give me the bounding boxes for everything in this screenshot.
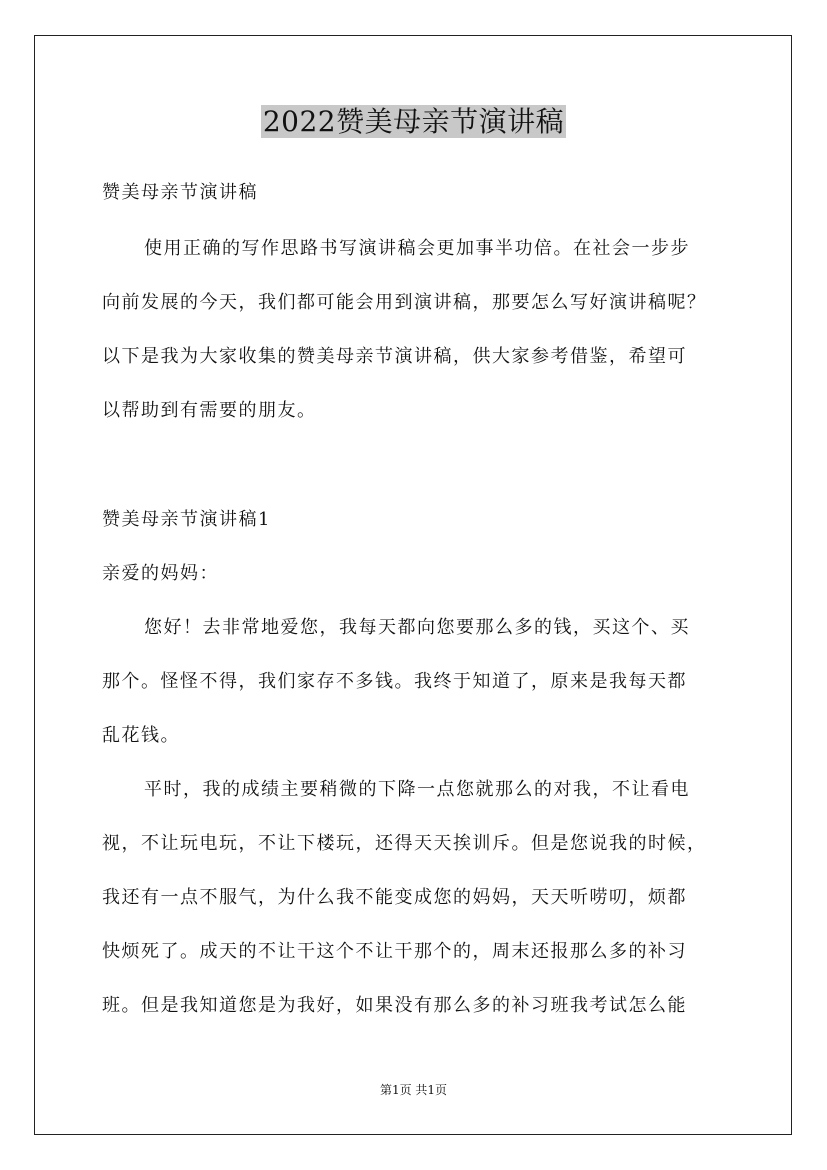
text-line: 平时，我的成绩主要稍微的下降一点您就那么的对我，不让看电 bbox=[144, 779, 690, 800]
text-line: 向前发展的今天，我们都可能会用到演讲稿，那要怎么写好演讲稿呢？ bbox=[102, 292, 707, 313]
salutation: 亲爱的妈妈： bbox=[102, 563, 219, 584]
subtitle: 赞美母亲节演讲稿 bbox=[102, 182, 258, 203]
text-line: 我还有一点不服气，为什么我不能变成您的妈妈，天天听唠叨，烦都 bbox=[102, 887, 687, 908]
section-heading: 赞美母亲节演讲稿1 bbox=[102, 509, 271, 530]
text-line: 班。但是我知道您是为我好，如果没有那么多的补习班我考试怎么能 bbox=[102, 995, 687, 1016]
text-line: 乱花钱。 bbox=[102, 725, 180, 746]
document-title: 2022赞美母亲节演讲稿 bbox=[262, 105, 565, 138]
text-line: 以帮助到有需要的朋友。 bbox=[102, 400, 317, 421]
text-line: 那个。怪怪不得，我们家存不多钱。我终于知道了，原来是我每天都 bbox=[102, 671, 687, 692]
page-footer: 第1页 共1页 bbox=[379, 1083, 448, 1097]
document-title-wrap bbox=[0, 103, 827, 141]
text-line: 使用正确的写作思路书写演讲稿会更加事半功倍。在社会一步步 bbox=[144, 238, 690, 259]
text-line: 以下是我为大家收集的赞美母亲节演讲稿，供大家参考借鉴，希望可 bbox=[102, 346, 687, 367]
text-line: 视，不让玩电玩，不让下楼玩，还得天天挨训斥。但是您说我的时候， bbox=[102, 833, 707, 854]
text-line: 您好！去非常地爱您，我每天都向您要那么多的钱，买这个、买 bbox=[144, 617, 690, 638]
text-line: 快烦死了。成天的不让干这个不让干那个的，周末还报那么多的补习 bbox=[102, 941, 687, 962]
